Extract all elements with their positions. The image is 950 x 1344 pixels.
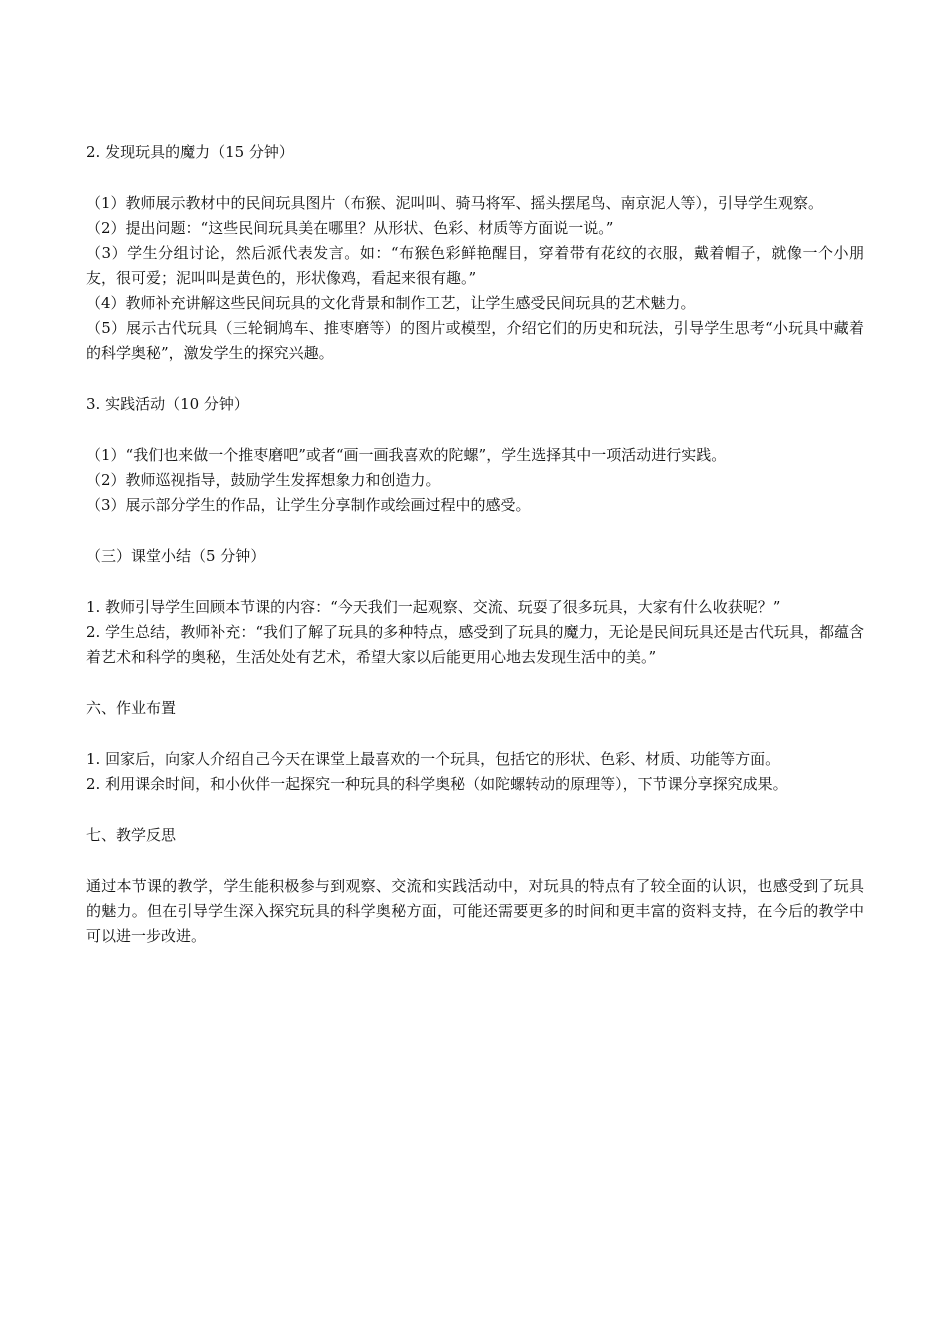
spacer	[86, 569, 864, 595]
section-heading-practice: 3. 实践活动（10 分钟）	[86, 395, 249, 413]
reflection-paragraph: 通过本节课的教学，学生能积极参与到观察、交流和实践活动中，对玩具的特点有了较全面的认识，也感受到了玩具的魅力。但在引导学生深入探究玩具的科学奥秘方面，可能还需要更多的时间和更丰富的资料支持，在今后的教学中可以进一步改进。	[86, 877, 864, 945]
spacer	[86, 366, 864, 392]
list-item: 1. 教师引导学生回顾本节课的内容：“今天我们一起观察、交流、玩耍了很多玩具，大家有什么收获呢？”	[86, 598, 781, 616]
spacer	[86, 417, 864, 443]
section-heading-reflection: 七、教学反思	[86, 826, 177, 844]
spacer	[86, 721, 864, 747]
document-page	[86, 140, 864, 949]
spacer	[86, 165, 864, 191]
list-item: （2）教师巡视指导，鼓励学生发挥想象力和创造力。	[86, 471, 441, 489]
list-item: （1）教师展示教材中的民间玩具图片（布猴、泥叫叫、骑马将军、摇头摆尾鸟、南京泥人等），引导学生观察。	[86, 194, 824, 212]
list-item: 1. 回家后，向家人介绍自己今天在课堂上最喜欢的一个玩具，包括它的形状、色彩、材质、功能等方面。	[86, 750, 781, 768]
list-item: 2. 利用课余时间，和小伙伴一起探究一种玩具的科学奥秘（如陀螺转动的原理等），下节课分享探究成果。	[86, 775, 788, 793]
spacer	[86, 670, 864, 696]
list-item: （5）展示古代玩具（三轮铜鸠车、推枣磨等）的图片或模型，介绍它们的历史和玩法，引导学生思考“小玩具中藏着的科学奥秘”，激发学生的探究兴趣。	[86, 319, 864, 362]
list-item: （1）“我们也来做一个推枣磨吧”或者“画一画我喜欢的陀螺”，学生选择其中一项活动进行实践。	[86, 446, 727, 464]
section-heading-homework: 六、作业布置	[86, 699, 177, 717]
spacer	[86, 797, 864, 823]
list-item: 2. 学生总结，教师补充：“我们了解了玩具的多种特点，感受到了玩具的魔力，无论是民间玩具还是古代玩具，都蕴含着艺术和科学的奥秘，生活处处有艺术，希望大家以后能更用心地去发现生活中的美。”	[86, 623, 864, 666]
section-heading-summary: （三）课堂小结（5 分钟）	[86, 547, 266, 565]
spacer	[86, 518, 864, 544]
list-item: （4）教师补充讲解这些民间玩具的文化背景和制作工艺，让学生感受民间玩具的艺术魅力。	[86, 294, 696, 312]
list-item: （2）提出问题：“这些民间玩具美在哪里？从形状、色彩、材质等方面说一说。”	[86, 219, 614, 237]
list-item: （3）学生分组讨论，然后派代表发言。如：“布猴色彩鲜艳醒目，穿着带有花纹的衣服，戴着帽子，就像一个小朋友，很可爱；泥叫叫是黄色的，形状像鸡，看起来很有趣。”	[86, 244, 864, 287]
section-heading-discover-toys: 2. 发现玩具的魔力（15 分钟）	[86, 143, 294, 161]
list-item: （3）展示部分学生的作品，让学生分享制作或绘画过程中的感受。	[86, 496, 531, 514]
spacer	[86, 848, 864, 874]
